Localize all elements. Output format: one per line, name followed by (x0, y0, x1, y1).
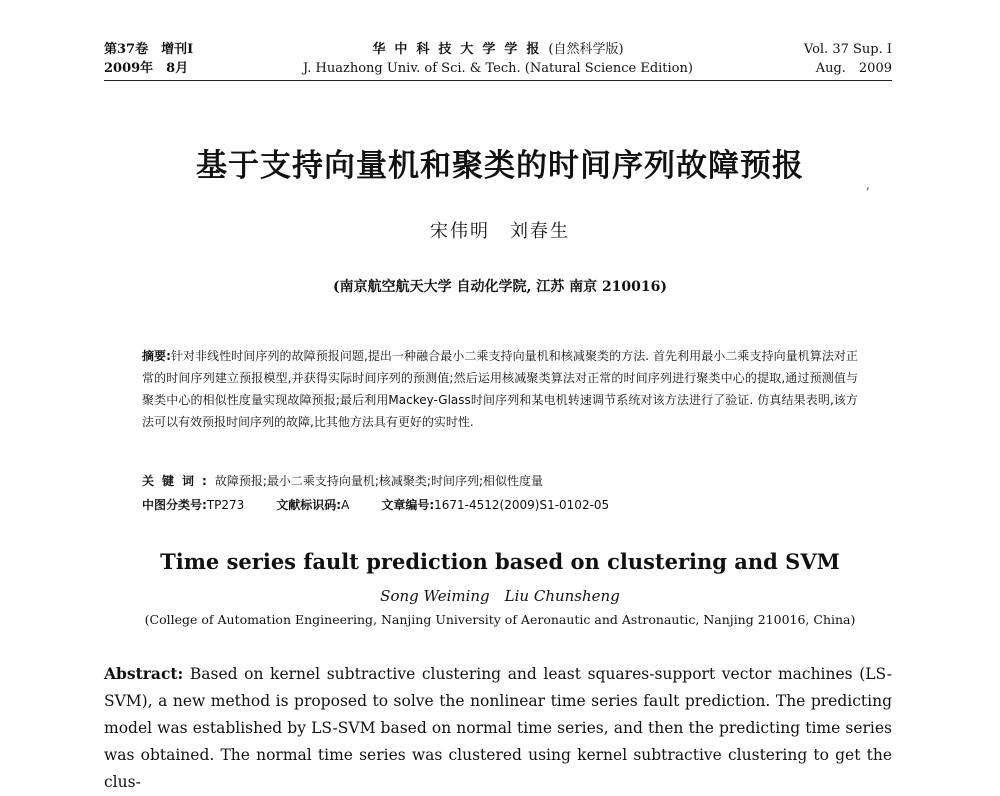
abstract-text-en: Based on kernel subtractive clustering and least squares-support vector machines (LS-SVM), a new method is proposed to solve the nonlinear time series fault prediction. The predicting model was established by LS-SVM based on normal time series, and then the predicting time series was obtained. The normal time series was clustered using kernel subtractive clustering to get the clus- (104, 665, 892, 791)
date-en: Aug. 2009 (815, 61, 892, 76)
abstract-text-cn: 针对非线性时间序列的故障预报问题,提出一种融合最小二乘支持向量机和核减聚类的方法. 首先利用最小二乘支持向量机算法对正常的时间序列建立预报模型,并获得实际时间序列的预测值;然后运用核减聚类算法对正常的时间序列进行聚类中心的提取,通过预测值与聚类中心的相似性度量实现故障预报;最后利用Mackey-Glass时间序列和某电机转速调节系统对该方法进行了验证. 仿真结果表明,该方法可以有效预报时间序列的故障,比其他方法具有更好的实时性. (142, 349, 858, 429)
keywords-cn (142, 470, 858, 492)
journal-header (104, 40, 892, 84)
class-label: 中图分类号: (142, 498, 207, 512)
affiliation-en: (College of Automation Engineering, Nanjing University of Aeronautic and Astronautic, Nanjing 210016, China) (144, 612, 856, 627)
keywords-label-cn: 关键词: (142, 474, 215, 488)
authors-en: Song Weiming Liu Chunsheng (380, 587, 620, 605)
doc-code-value: A (341, 498, 350, 512)
keywords-text-cn: 故障预报;最小二乘支持向量机;核减聚类;时间序列;相似性度量 (214, 474, 543, 488)
article-number-value: 1671-4512(2009)S1-0102-05 (434, 498, 610, 512)
article-number-label: 文章编号: (381, 498, 435, 512)
journal-name (104, 40, 892, 78)
stray-mark: , (866, 178, 870, 192)
journal-name-cn: 华中科技大学学报 (372, 42, 549, 57)
abstract-label-en: Abstract: (104, 664, 184, 683)
paper-title-en: Time series fault prediction based on clustering and SVM (160, 549, 840, 574)
year-month: 2009年 8月 (104, 61, 189, 76)
journal-name-en: J. Huazhong Univ. of Sci. & Tech. (Natural Science Edition) (303, 61, 693, 76)
classification-line (142, 494, 858, 516)
abstract-label-cn: 摘要: (142, 349, 171, 363)
volume-info-en (804, 40, 892, 78)
journal-name-cn-suffix: (自然科学版) (548, 42, 624, 57)
paper-title-cn: 基于支持向量机和聚类的时间序列故障预报 (196, 148, 804, 184)
authors-cn: 宋伟明 刘春生 (430, 221, 570, 242)
abstract-cn (142, 345, 858, 433)
affiliation-cn: (南京航空航天大学 自动化学院, 江苏 南京 210016) (332, 279, 668, 295)
volume-en: Vol. 37 Sup. Ⅰ (803, 42, 892, 57)
class-value: TP273 (206, 498, 245, 512)
abstract-en (104, 660, 892, 796)
volume-issue: 第37卷 增刊Ⅰ (104, 42, 194, 57)
doc-code-label: 文献标识码: (276, 498, 342, 512)
header-rule (104, 80, 892, 81)
